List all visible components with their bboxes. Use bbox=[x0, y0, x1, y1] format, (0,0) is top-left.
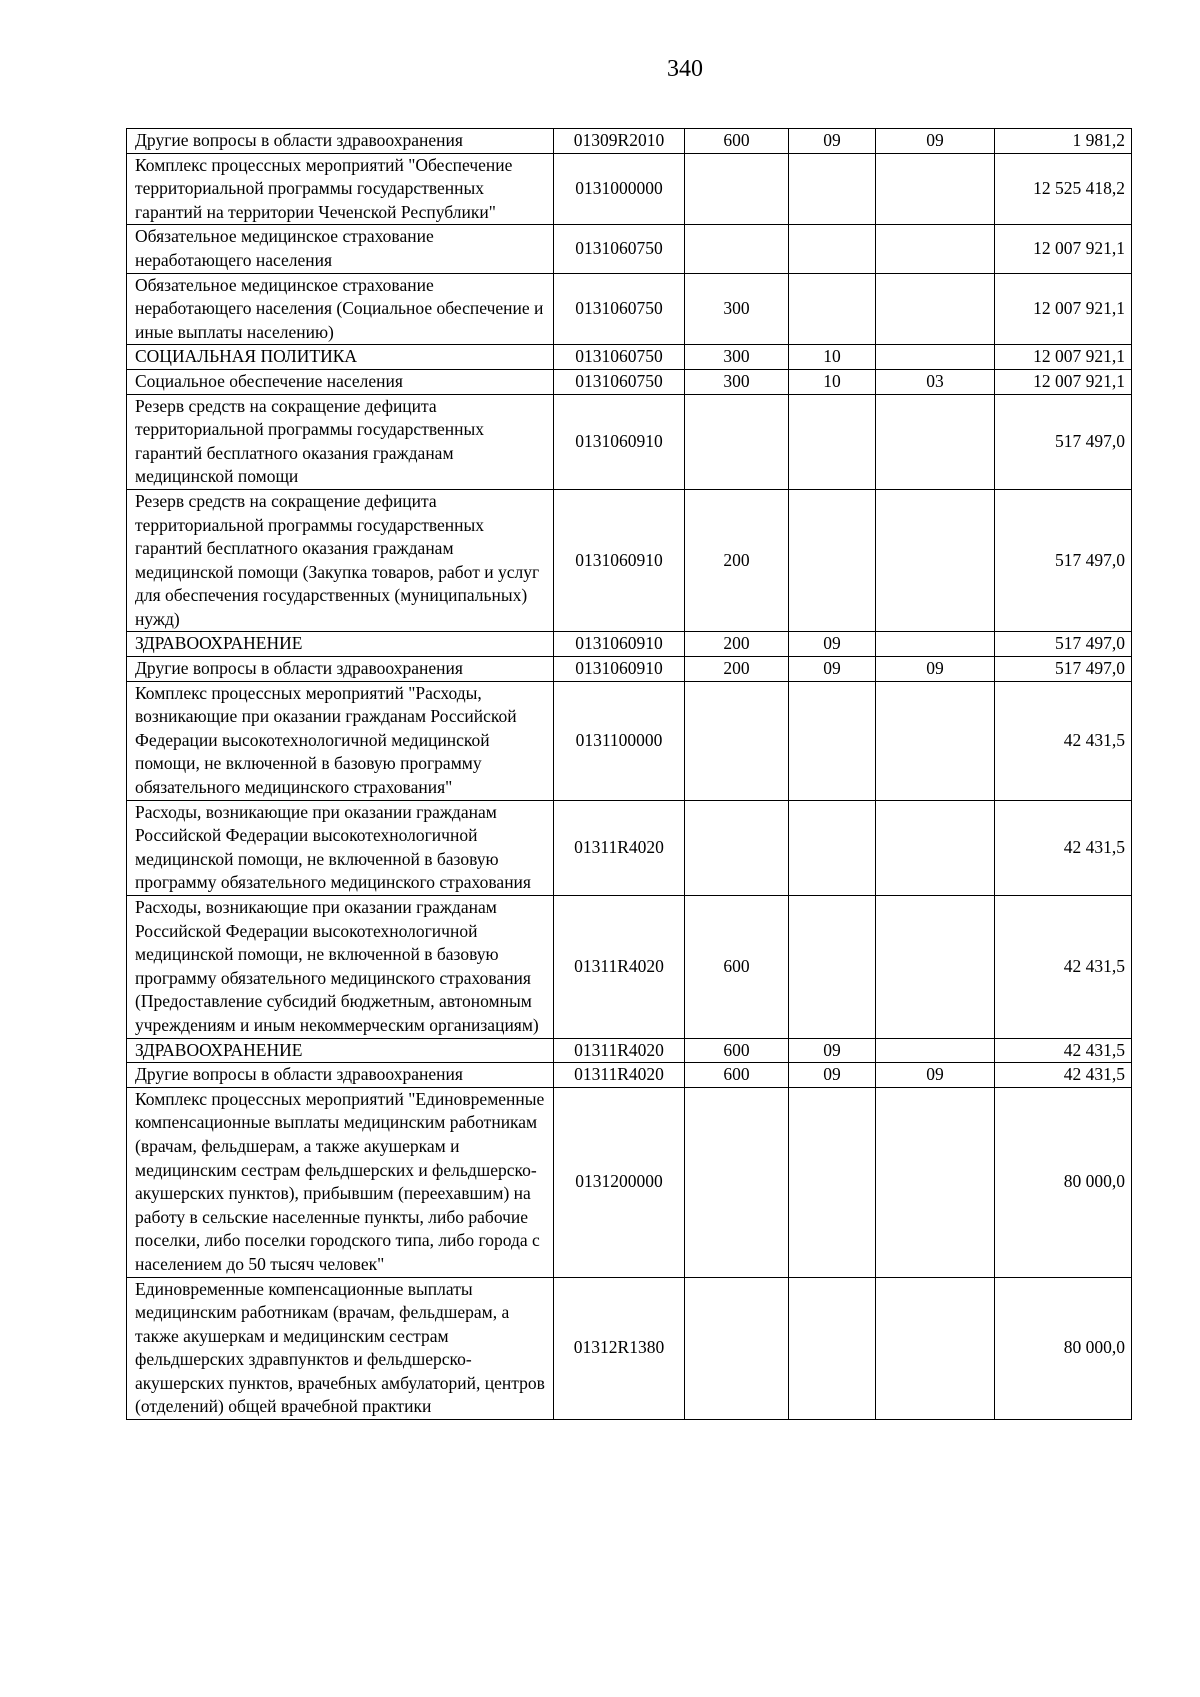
row-section-cell bbox=[789, 800, 876, 895]
row-target-code-cell: 0131060750 bbox=[554, 225, 685, 273]
table-row bbox=[127, 632, 1132, 657]
row-target-code-cell: 0131060910 bbox=[554, 489, 685, 632]
table-row bbox=[127, 153, 1132, 225]
row-section-cell bbox=[789, 273, 876, 345]
row-expense-type-cell bbox=[685, 681, 789, 800]
row-target-code-cell: 01309R2010 bbox=[554, 129, 685, 154]
row-amount-cell: 42 431,5 bbox=[995, 896, 1132, 1039]
row-section-cell bbox=[789, 681, 876, 800]
row-section-cell: 10 bbox=[789, 345, 876, 370]
row-expense-type-cell: 200 bbox=[685, 657, 789, 682]
row-amount-cell: 517 497,0 bbox=[995, 657, 1132, 682]
row-name-cell: Комплекс процессных мероприятий "Единовременные компенсационные выплаты медицинским работникам (врачам, фельдшерам, а также акушеркам и медицинским сестрам фельдшерских и фельдшерско-акушерских пунктов), прибывшим (переехавшим) на работу в сельские населенные пункты, либо рабочие поселки, либо поселки городского типа, либо города с населением до 50 тысяч человек" bbox=[127, 1087, 554, 1277]
row-expense-type-cell bbox=[685, 394, 789, 489]
row-amount-cell: 42 431,5 bbox=[995, 800, 1132, 895]
row-expense-type-cell bbox=[685, 1087, 789, 1277]
row-expense-type-cell: 600 bbox=[685, 1063, 789, 1088]
table-row bbox=[127, 129, 1132, 154]
row-section-cell: 09 bbox=[789, 1063, 876, 1088]
row-target-code-cell: 0131000000 bbox=[554, 153, 685, 225]
page-number: 340 bbox=[667, 56, 703, 82]
table-row bbox=[127, 394, 1132, 489]
row-section-cell bbox=[789, 225, 876, 273]
row-section-cell bbox=[789, 896, 876, 1039]
row-subsection-cell bbox=[876, 345, 995, 370]
row-section-cell bbox=[789, 394, 876, 489]
row-subsection-cell bbox=[876, 1087, 995, 1277]
row-target-code-cell: 0131100000 bbox=[554, 681, 685, 800]
table-row bbox=[127, 489, 1132, 632]
row-expense-type-cell: 600 bbox=[685, 896, 789, 1039]
row-target-code-cell: 0131060750 bbox=[554, 369, 685, 394]
row-amount-cell: 517 497,0 bbox=[995, 632, 1132, 657]
row-expense-type-cell bbox=[685, 800, 789, 895]
table-row bbox=[127, 1063, 1132, 1088]
row-name-cell: ЗДРАВООХРАНЕНИЕ bbox=[127, 632, 554, 657]
row-name-cell: Другие вопросы в области здравоохранения bbox=[127, 657, 554, 682]
row-target-code-cell: 0131060910 bbox=[554, 394, 685, 489]
row-amount-cell: 12 007 921,1 bbox=[995, 225, 1132, 273]
table-row bbox=[127, 896, 1132, 1039]
row-amount-cell: 80 000,0 bbox=[995, 1277, 1132, 1420]
row-name-cell: ЗДРАВООХРАНЕНИЕ bbox=[127, 1038, 554, 1063]
row-subsection-cell bbox=[876, 153, 995, 225]
row-amount-cell: 42 431,5 bbox=[995, 1038, 1132, 1063]
row-section-cell: 10 bbox=[789, 369, 876, 394]
row-amount-cell: 12 007 921,1 bbox=[995, 273, 1132, 345]
row-section-cell: 09 bbox=[789, 632, 876, 657]
row-subsection-cell bbox=[876, 681, 995, 800]
row-expense-type-cell: 300 bbox=[685, 345, 789, 370]
row-target-code-cell: 0131060910 bbox=[554, 657, 685, 682]
row-amount-cell: 12 525 418,2 bbox=[995, 153, 1132, 225]
row-name-cell: Другие вопросы в области здравоохранения bbox=[127, 129, 554, 154]
table-row bbox=[127, 273, 1132, 345]
row-expense-type-cell bbox=[685, 225, 789, 273]
row-name-cell: Расходы, возникающие при оказании гражданам Российской Федерации высокотехнологичной медицинской помощи, не включенной в базовую программу обязательного медицинского страхования bbox=[127, 800, 554, 895]
row-amount-cell: 517 497,0 bbox=[995, 394, 1132, 489]
row-subsection-cell bbox=[876, 1038, 995, 1063]
row-subsection-cell: 09 bbox=[876, 1063, 995, 1088]
row-name-cell: Расходы, возникающие при оказании гражданам Российской Федерации высокотехнологичной медицинской помощи, не включенной в базовую программу обязательного медицинского страхования (Предоставление субсидий бюджетным, автономным учреждениям и иным некоммерческим организациям) bbox=[127, 896, 554, 1039]
row-target-code-cell: 01312R1380 bbox=[554, 1277, 685, 1420]
row-expense-type-cell: 300 bbox=[685, 369, 789, 394]
row-expense-type-cell: 200 bbox=[685, 489, 789, 632]
table-row bbox=[127, 1087, 1132, 1277]
row-name-cell: СОЦИАЛЬНАЯ ПОЛИТИКА bbox=[127, 345, 554, 370]
row-subsection-cell bbox=[876, 632, 995, 657]
row-subsection-cell bbox=[876, 273, 995, 345]
row-target-code-cell: 0131200000 bbox=[554, 1087, 685, 1277]
row-expense-type-cell: 600 bbox=[685, 1038, 789, 1063]
row-subsection-cell: 09 bbox=[876, 657, 995, 682]
row-name-cell: Другие вопросы в области здравоохранения bbox=[127, 1063, 554, 1088]
row-target-code-cell: 0131060910 bbox=[554, 632, 685, 657]
row-name-cell: Резерв средств на сокращение дефицита территориальной программы государственных гарантий бесплатного оказания гражданам медицинской помощи (Закупка товаров, работ и услуг для обеспечения государственных (муниципальных) нужд) bbox=[127, 489, 554, 632]
row-target-code-cell: 0131060750 bbox=[554, 345, 685, 370]
row-expense-type-cell bbox=[685, 1277, 789, 1420]
row-target-code-cell: 0131060750 bbox=[554, 273, 685, 345]
row-section-cell bbox=[789, 1277, 876, 1420]
row-name-cell: Единовременные компенсационные выплаты медицинским работникам (врачам, фельдшерам, а также акушеркам и медицинским сестрам фельдшерских здравпунктов и фельдшерско-акушерских пунктов, врачебных амбулаторий, центров (отделений) общей врачебной практики bbox=[127, 1277, 554, 1420]
row-section-cell bbox=[789, 489, 876, 632]
row-amount-cell: 80 000,0 bbox=[995, 1087, 1132, 1277]
row-name-cell: Комплекс процессных мероприятий "Обеспечение территориальной программы государственных гарантий на территории Чеченской Республики" bbox=[127, 153, 554, 225]
row-expense-type-cell bbox=[685, 153, 789, 225]
row-subsection-cell bbox=[876, 1277, 995, 1420]
row-expense-type-cell: 200 bbox=[685, 632, 789, 657]
budget-table bbox=[126, 128, 1132, 1420]
row-name-cell: Обязательное медицинское страхование неработающего населения (Социальное обеспечение и иные выплаты населению) bbox=[127, 273, 554, 345]
row-amount-cell: 1 981,2 bbox=[995, 129, 1132, 154]
table-row bbox=[127, 800, 1132, 895]
table-body bbox=[127, 129, 1132, 1420]
row-target-code-cell: 01311R4020 bbox=[554, 800, 685, 895]
row-amount-cell: 12 007 921,1 bbox=[995, 369, 1132, 394]
table-row bbox=[127, 345, 1132, 370]
row-subsection-cell bbox=[876, 394, 995, 489]
row-subsection-cell: 09 bbox=[876, 129, 995, 154]
row-section-cell: 09 bbox=[789, 129, 876, 154]
row-name-cell: Социальное обеспечение населения bbox=[127, 369, 554, 394]
row-expense-type-cell: 600 bbox=[685, 129, 789, 154]
table-row bbox=[127, 225, 1132, 273]
row-expense-type-cell: 300 bbox=[685, 273, 789, 345]
row-subsection-cell: 03 bbox=[876, 369, 995, 394]
row-amount-cell: 517 497,0 bbox=[995, 489, 1132, 632]
row-section-cell bbox=[789, 153, 876, 225]
table-row bbox=[127, 657, 1132, 682]
table-row bbox=[127, 369, 1132, 394]
table-row bbox=[127, 1277, 1132, 1420]
row-subsection-cell bbox=[876, 489, 995, 632]
table-row bbox=[127, 681, 1132, 800]
row-subsection-cell bbox=[876, 896, 995, 1039]
row-amount-cell: 12 007 921,1 bbox=[995, 345, 1132, 370]
row-subsection-cell bbox=[876, 225, 995, 273]
row-name-cell: Резерв средств на сокращение дефицита территориальной программы государственных гарантий бесплатного оказания гражданам медицинской помощи bbox=[127, 394, 554, 489]
table-row bbox=[127, 1038, 1132, 1063]
row-name-cell: Комплекс процессных мероприятий "Расходы, возникающие при оказании гражданам Российской Федерации высокотехнологичной медицинской помощи, не включенной в базовую программу обязательного медицинского страхования" bbox=[127, 681, 554, 800]
row-amount-cell: 42 431,5 bbox=[995, 1063, 1132, 1088]
row-section-cell bbox=[789, 1087, 876, 1277]
row-section-cell: 09 bbox=[789, 657, 876, 682]
row-section-cell: 09 bbox=[789, 1038, 876, 1063]
row-target-code-cell: 01311R4020 bbox=[554, 1063, 685, 1088]
row-amount-cell: 42 431,5 bbox=[995, 681, 1132, 800]
row-subsection-cell bbox=[876, 800, 995, 895]
row-target-code-cell: 01311R4020 bbox=[554, 896, 685, 1039]
row-target-code-cell: 01311R4020 bbox=[554, 1038, 685, 1063]
row-name-cell: Обязательное медицинское страхование неработающего населения bbox=[127, 225, 554, 273]
